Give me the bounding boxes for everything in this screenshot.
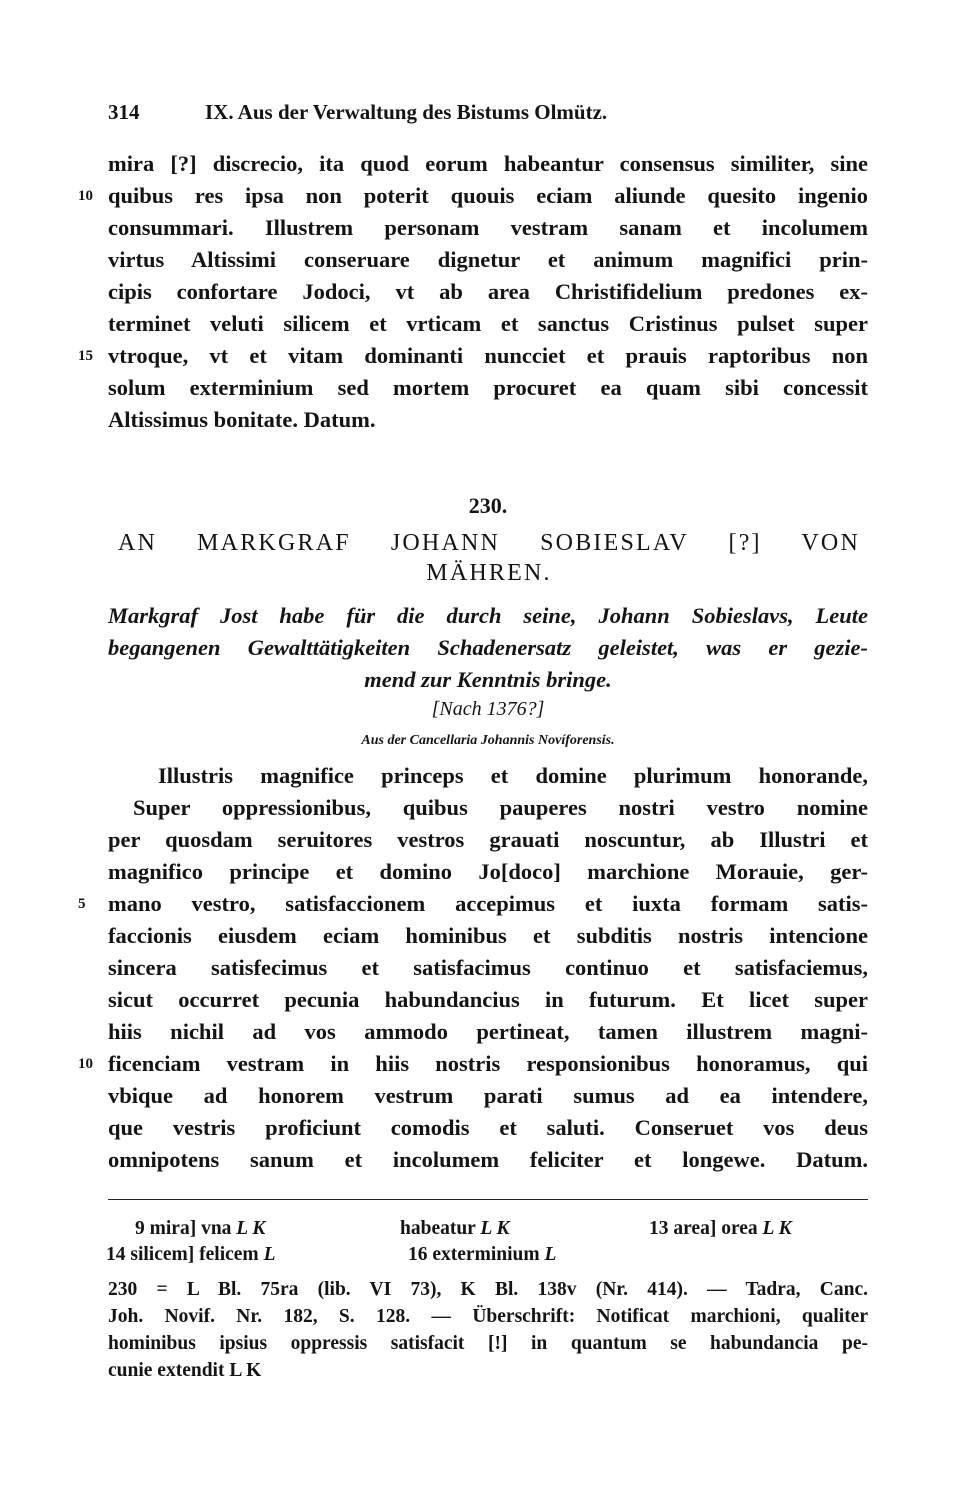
text-line: sincera satisfecimus et satisfacimus continuo et satisfaciemus, bbox=[108, 955, 868, 980]
text-line: magnifico principe et domino Jo[doco] marchione Morauie, ger- bbox=[108, 859, 868, 884]
note-line: cunie extendit L K bbox=[108, 1360, 262, 1381]
text-line: cipis confortare Jodoci, vt ab area Christifidelium predones ex- bbox=[108, 279, 868, 304]
running-head bbox=[108, 100, 868, 125]
text-line: faccionis eiusdem eciam hominibus et subditis nostris intencione bbox=[108, 923, 868, 948]
document-title bbox=[118, 528, 860, 588]
document-title-line: MÄHREN. bbox=[426, 560, 552, 586]
note-line: hominibus ipsius oppressis satisfacit [!] in quantum se habundancia pe- bbox=[108, 1333, 868, 1354]
text-line: que vestris proficiunt comodis et saluti. Conseruet vos deus bbox=[108, 1115, 868, 1140]
text-line: omnipotens sanum et incolumem feliciter et longewe. Datum. bbox=[108, 1147, 868, 1172]
regest-line: mend zur Kenntnis bringe. bbox=[364, 667, 612, 692]
document-number: 230. bbox=[468, 493, 508, 518]
letter-text bbox=[78, 760, 868, 1176]
apparatus-entry: 16 exterminium L bbox=[408, 1244, 557, 1265]
text-line: vbique ad honorem vestrum parati sumus ad ea intendere, bbox=[108, 1083, 868, 1108]
text-line: terminet veluti silicem et vrticam et sanctus Cristinus pulset super bbox=[108, 311, 868, 336]
text-line: Illustris magnifice princeps et domine plurimum honorande, bbox=[158, 763, 868, 788]
text-line: per quosdam seruitores vestros grauati noscuntur, ab Illustri et bbox=[108, 827, 868, 852]
page-number: 314 bbox=[108, 100, 140, 124]
editorial-notes bbox=[108, 1276, 868, 1384]
line-number: 15 bbox=[78, 348, 93, 364]
line-number: 10 bbox=[78, 188, 93, 204]
text-line: 15 vtroque, vt et vitam dominanti nuncciet et prauis raptoribus non bbox=[108, 340, 868, 372]
text-line: 10 ficenciam vestram in hiis nostris responsionibus honoramus, qui bbox=[108, 1048, 868, 1080]
text-line: sicut occurret pecunia habundancius in futurum. Et licet super bbox=[108, 987, 868, 1012]
apparatus-entry: 9 mira] vna L K bbox=[135, 1218, 266, 1239]
text-line: Super oppressionibus, quibus pauperes nostri vestro nomine bbox=[133, 795, 868, 820]
text-line: 10 quibus res ipsa non poterit quouis eciam aliunde quesito ingenio bbox=[108, 180, 868, 212]
text-line: 5 mano vestro, satisfaccionem accepimus et iuxta formam satis- bbox=[108, 888, 868, 920]
line-number: 10 bbox=[78, 1056, 93, 1072]
continued-text bbox=[78, 148, 868, 436]
footnote-rule bbox=[108, 1199, 868, 1200]
note-line: Joh. Novif. Nr. 182, S. 128. — Überschrift: Notificat marchioni, qualiter bbox=[108, 1306, 868, 1327]
note-line: 230 = L Bl. 75ra (lib. VI 73), K Bl. 138v (Nr. 414). — Tadra, Canc. bbox=[108, 1279, 868, 1300]
regest-line: begangenen Gewalttätigkeiten Schadenersatz geleistet, was er gezie- bbox=[108, 635, 868, 660]
apparatus-entry: habeatur L K bbox=[400, 1218, 510, 1239]
document-title-line: AN MARKGRAF JOHANN SOBIESLAV [?] VON bbox=[118, 530, 860, 556]
text-line: consummari. Illustrem personam vestram sanam et incolumem bbox=[108, 215, 868, 240]
running-head-title: IX. Aus der Verwaltung des Bistums Olmütz. bbox=[205, 100, 608, 124]
regest bbox=[108, 600, 868, 696]
text-line: Altissimus bonitate. Datum. bbox=[108, 407, 376, 432]
apparatus-entry: 14 silicem] felicem L bbox=[106, 1244, 276, 1265]
document-source: Aus der Cancellaria Johannis Novíforensis. bbox=[361, 733, 615, 748]
regest-line: Markgraf Jost habe für die durch seine, Johann Sobieslavs, Leute bbox=[108, 603, 868, 628]
apparatus-entry: 13 area] orea L K bbox=[649, 1218, 792, 1239]
document-date: [Nach 1376?] bbox=[431, 698, 545, 720]
text-line: solum exterminium sed mortem procuret ea quam sibi concessit bbox=[108, 375, 868, 400]
line-number: 5 bbox=[78, 896, 86, 912]
text-line: virtus Altissimi conseruare dignetur et animum magnifici prin- bbox=[108, 247, 868, 272]
text-line: hiis nichil ad vos ammodo pertineat, tamen illustrem magni- bbox=[108, 1019, 868, 1044]
text-line: mira [?] discrecio, ita quod eorum habeantur consensus similiter, sine bbox=[108, 151, 868, 176]
